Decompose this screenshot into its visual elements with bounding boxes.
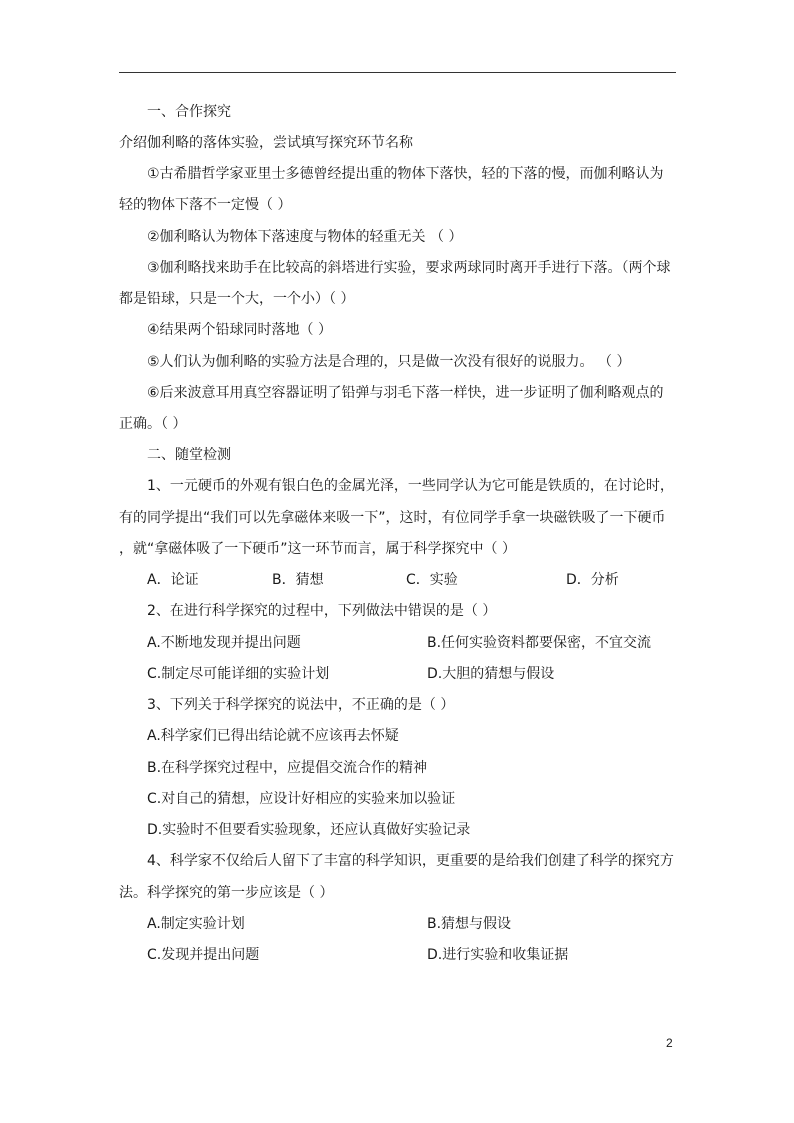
- option-b: B.在科学探究过程中，应提倡交流合作的精神: [147, 760, 428, 776]
- option-a: A.制定实验计划: [147, 916, 245, 932]
- option-d: D.进行实验和收集证据: [427, 947, 569, 963]
- question-line: 法。科学探究的第一步应该是（ ）: [119, 885, 334, 901]
- option-a: A．论证: [147, 572, 199, 588]
- item-line: 都是铅球，只是一个大，一个小）（ ）: [119, 291, 355, 307]
- item-line: 正确。（ ）: [119, 416, 187, 432]
- item-line: ⑤人们认为伽利略的实验方法是合理的，只是做一次没有很好的说服力。 （ ）: [147, 354, 631, 370]
- item-line: ⑥后来波意耳用真空容器证明了铅弹与羽毛下落一样快，进一步证明了伽利略观点的: [147, 385, 664, 401]
- option-d: D.大胆的猜想与假设: [427, 666, 555, 682]
- question-line: 4、科学家不仅给后人留下了丰富的科学知识，更重要的是给我们创建了科学的探究方: [147, 853, 674, 869]
- item-line: ②伽利略认为物体下落速度与物体的轻重无关 （ ）: [147, 229, 463, 245]
- header-rule: [119, 72, 676, 73]
- option-c: C.制定尽可能详细的实验计划: [147, 666, 330, 682]
- item-line: ④结果两个铅球同时落地（ ）: [147, 322, 333, 338]
- option-b: B．猜想: [272, 572, 324, 588]
- option-c: C．实验: [406, 572, 458, 588]
- option-a: A.科学家们已得出结论就不应该再去怀疑: [147, 728, 399, 744]
- question-line: 2、在进行科学探究的过程中，下列做法中错误的是（ ）: [147, 603, 497, 619]
- option-c: C.对自己的猜想，应设计好相应的实验来加以验证: [147, 791, 456, 807]
- question-line: 1、一元硬币的外观有银白色的金属光泽，一些同学认为它可能是铁质的，在讨论时，: [147, 478, 674, 494]
- section-heading: 一、合作探究: [147, 104, 231, 120]
- option-a: A.不断地发现并提出问题: [147, 635, 301, 651]
- item-line: ③伽利略找来助手在比较高的斜塔进行实验，要求两球同时离开手进行下落。（两个球: [147, 260, 671, 276]
- item-line: ①古希腊哲学家亚里士多德曾经提出重的物体下落快，轻的下落的慢，而伽利略认为: [147, 166, 664, 182]
- option-c: C.发现并提出问题: [147, 947, 260, 963]
- option-b: B.任何实验资料都要保密，不宜交流: [427, 635, 652, 651]
- section-intro: 介绍伽利略的落体实验，尝试填写探究环节名称: [119, 135, 413, 151]
- section-heading: 二、随堂检测: [147, 447, 231, 463]
- option-d: D.实验时不但要看实验现象，还应认真做好实验记录: [147, 822, 471, 838]
- item-line: 轻的物体下落不一定慢（ ）: [119, 197, 292, 213]
- option-d: D．分析: [566, 572, 619, 588]
- question-line: 有的同学提出“我们可以先拿磁体来吸一下”，这时，有位同学手拿一块磁铁吸了一下硬币: [119, 510, 666, 526]
- page-number: 2: [666, 1036, 673, 1050]
- question-line: ，就“拿磁体吸了一下硬币”这一环节而言，属于科学探究中（ ）: [119, 541, 516, 557]
- question-line: 3、下列关于科学探究的说法中，不正确的是（ ）: [147, 697, 455, 713]
- option-b: B.猜想与假设: [427, 916, 512, 932]
